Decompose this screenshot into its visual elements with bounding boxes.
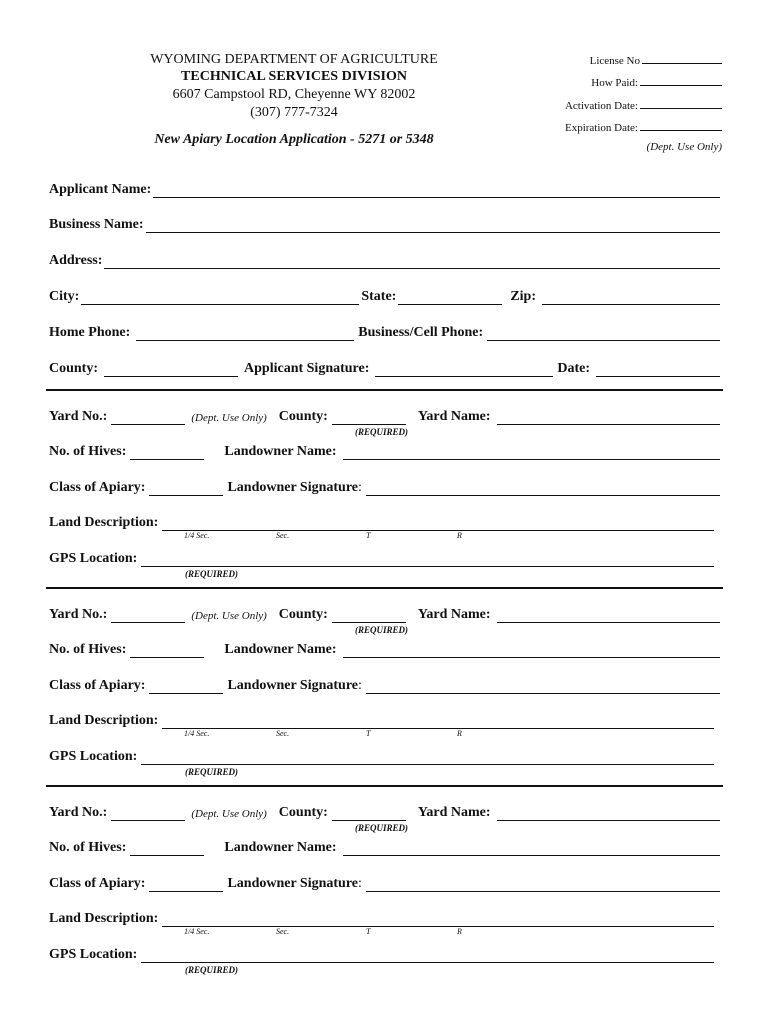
section-divider [46, 389, 723, 391]
hives-label: No. of Hives: [49, 642, 127, 657]
land-description-label: Land Description: [49, 515, 159, 530]
yard-dept-use-note: (Dept. Use Only) [191, 808, 267, 820]
landowner-name-label: Landowner Name: [224, 444, 337, 459]
county-signature-row [49, 359, 720, 377]
landowner-name-field[interactable] [343, 445, 720, 460]
applicant-name-label: Applicant Name: [49, 182, 152, 197]
quarter-sec-caption: 1/4 Sec. [184, 927, 210, 936]
business-name-label: Business Name: [49, 217, 144, 232]
home-phone-label: Home Phone: [49, 325, 131, 340]
township-caption: T [366, 729, 371, 738]
section-divider [46, 785, 723, 787]
how-paid-field[interactable] [522, 74, 722, 89]
range-caption: R [457, 531, 462, 540]
address-field[interactable] [104, 254, 720, 269]
gps-field[interactable] [141, 750, 714, 765]
land-description-label: Land Description: [49, 713, 159, 728]
yard-no-field[interactable] [111, 410, 185, 425]
landowner-signature-colon: : [358, 876, 362, 891]
yard-name-field[interactable] [497, 608, 720, 623]
yard-county-label: County: [278, 607, 328, 622]
hives-field[interactable] [130, 643, 204, 658]
yard-no-label: Yard No.: [49, 409, 108, 424]
yard-name-field[interactable] [497, 806, 720, 821]
landowner-name-field[interactable] [343, 841, 720, 856]
class-field[interactable] [149, 481, 223, 496]
address-row [49, 251, 720, 269]
landowner-name-field[interactable] [343, 643, 720, 658]
gps-field[interactable] [141, 948, 714, 963]
yard-no-label: Yard No.: [49, 607, 108, 622]
expiration-date-label: Expiration Date: [564, 122, 638, 134]
state-field[interactable] [398, 290, 502, 305]
land-description-label: Land Description: [49, 911, 159, 926]
yard-dept-use-note: (Dept. Use Only) [191, 412, 267, 424]
yard-number-row [49, 605, 720, 623]
county-label: County: [49, 361, 99, 376]
gps-label: GPS Location: [49, 551, 138, 566]
county-field[interactable] [104, 362, 238, 377]
expiration-date-field[interactable] [522, 119, 722, 134]
home-phone-field[interactable] [136, 326, 354, 341]
sec-caption: Sec. [276, 729, 290, 738]
land-description-row [49, 513, 714, 531]
city-label: City: [49, 289, 80, 304]
landowner-signature-colon: : [358, 678, 362, 693]
landowner-signature-field[interactable] [366, 877, 720, 892]
date-label: Date: [557, 361, 591, 376]
township-caption: T [366, 531, 371, 540]
phone-row [49, 323, 720, 341]
hives-field[interactable] [130, 841, 204, 856]
applicant-name-row [49, 180, 720, 198]
dept-use-only-note: (Dept. Use Only) [646, 141, 722, 153]
county-required-note: (REQUIRED) [355, 427, 409, 437]
class-signature-row [49, 478, 720, 496]
date-field[interactable] [596, 362, 720, 377]
business-phone-field[interactable] [487, 326, 720, 341]
yard-county-field[interactable] [332, 410, 406, 425]
land-description-row [49, 711, 714, 729]
range-caption: R [457, 927, 462, 936]
landowner-signature-field[interactable] [366, 481, 720, 496]
sec-caption: Sec. [276, 927, 290, 936]
yard-no-label: Yard No.: [49, 805, 108, 820]
applicant-signature-label: Applicant Signature: [244, 361, 370, 376]
gps-required-note: (REQUIRED) [185, 569, 239, 579]
hives-landowner-row [49, 442, 720, 460]
land-description-field[interactable] [162, 912, 714, 927]
quarter-sec-caption: 1/4 Sec. [184, 531, 210, 540]
township-caption: T [366, 927, 371, 936]
license-no-field[interactable] [522, 52, 722, 67]
class-field[interactable] [149, 877, 223, 892]
landowner-name-label: Landowner Name: [224, 840, 337, 855]
division-name: TECHNICAL SERVICES DIVISION [181, 69, 407, 84]
section-divider [46, 587, 723, 589]
gps-row [49, 945, 714, 963]
yard-dept-use-note: (Dept. Use Only) [191, 610, 267, 622]
gps-row [49, 747, 714, 765]
landowner-signature-label: Landowner Signature [227, 678, 359, 693]
applicant-name-field[interactable] [153, 183, 720, 198]
yard-county-label: County: [278, 805, 328, 820]
zip-label: Zip: [510, 289, 537, 304]
land-description-field[interactable] [162, 714, 714, 729]
license-no-label: License No [589, 55, 640, 67]
class-label: Class of Apiary: [49, 876, 146, 891]
yard-county-label: County: [278, 409, 328, 424]
gps-row [49, 549, 714, 567]
land-description-row [49, 909, 714, 927]
yard-county-field[interactable] [332, 806, 406, 821]
range-caption: R [457, 729, 462, 738]
how-paid-label: How Paid: [591, 77, 638, 89]
class-label: Class of Apiary: [49, 480, 146, 495]
landowner-name-label: Landowner Name: [224, 642, 337, 657]
county-required-note: (REQUIRED) [355, 823, 409, 833]
city-field[interactable] [81, 290, 359, 305]
sec-caption: Sec. [276, 531, 290, 540]
department-address: 6607 Campstool RD, Cheyenne WY 82002 [172, 87, 416, 102]
activation-date-field[interactable] [522, 97, 722, 112]
hives-landowner-row [49, 838, 720, 856]
yard-number-row [49, 407, 720, 425]
yard-no-field[interactable] [111, 608, 185, 623]
hives-field[interactable] [130, 445, 204, 460]
form-title: New Apiary Location Application - 5271 or 5348 [154, 132, 434, 147]
county-required-note: (REQUIRED) [355, 625, 409, 635]
hives-label: No. of Hives: [49, 840, 127, 855]
yard-no-field[interactable] [111, 806, 185, 821]
land-description-field[interactable] [162, 516, 714, 531]
gps-required-note: (REQUIRED) [185, 965, 239, 975]
zip-field[interactable] [542, 290, 720, 305]
business-name-field[interactable] [146, 218, 720, 233]
department-name: WYOMING DEPARTMENT OF AGRICULTURE [150, 52, 438, 67]
business-phone-label: Business/Cell Phone: [358, 325, 484, 340]
yard-county-field[interactable] [332, 608, 406, 623]
yard-name-label: Yard Name: [417, 607, 491, 622]
yard-name-field[interactable] [497, 410, 720, 425]
state-label: State: [361, 289, 397, 304]
department-phone: (307) 777-7324 [250, 105, 338, 120]
hives-landowner-row [49, 640, 720, 658]
gps-label: GPS Location: [49, 749, 138, 764]
applicant-signature-field[interactable] [375, 362, 553, 377]
landowner-signature-label: Landowner Signature [227, 480, 359, 495]
business-name-row [49, 215, 720, 233]
quarter-sec-caption: 1/4 Sec. [184, 729, 210, 738]
gps-required-note: (REQUIRED) [185, 767, 239, 777]
landowner-signature-field[interactable] [366, 679, 720, 694]
landowner-signature-colon: : [358, 480, 362, 495]
city-state-zip-row [49, 287, 720, 305]
yard-name-label: Yard Name: [417, 409, 491, 424]
hives-label: No. of Hives: [49, 444, 127, 459]
class-signature-row [49, 874, 720, 892]
class-signature-row [49, 676, 720, 694]
class-field[interactable] [149, 679, 223, 694]
gps-field[interactable] [141, 552, 714, 567]
address-label: Address: [49, 253, 103, 268]
activation-date-label: Activation Date: [564, 100, 638, 112]
gps-label: GPS Location: [49, 947, 138, 962]
yard-number-row [49, 803, 720, 821]
yard-name-label: Yard Name: [417, 805, 491, 820]
class-label: Class of Apiary: [49, 678, 146, 693]
landowner-signature-label: Landowner Signature [227, 876, 359, 891]
